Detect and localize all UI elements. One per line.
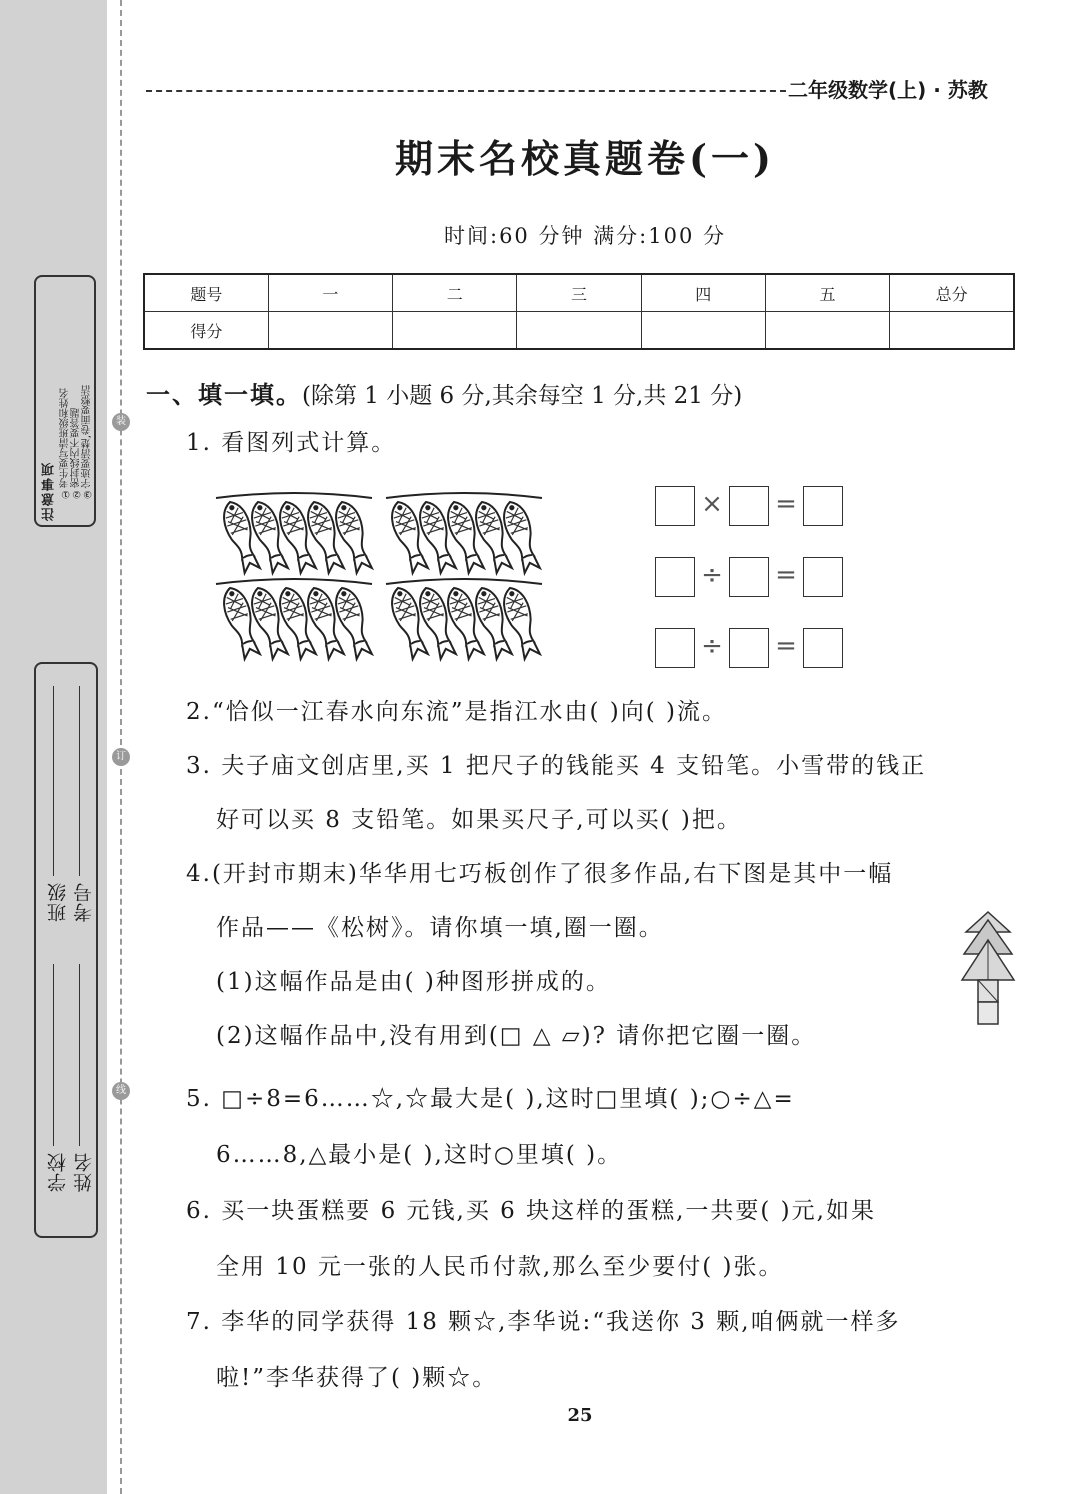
page-number: 25 (567, 1405, 593, 1426)
question-7-line-2: 啦!”李华获得了( )颗☆。 (216, 1365, 498, 1391)
pine-tree-tangram-image (960, 910, 1016, 1028)
score-table-header: 题号 (144, 274, 268, 312)
score-table-header: 二 (393, 274, 517, 312)
score-cell[interactable] (268, 312, 392, 350)
multiply-sign: × (701, 489, 723, 519)
answer-box[interactable] (655, 628, 695, 668)
name-label: 姓名 (73, 1152, 95, 1192)
fish-group-bottom-right (386, 579, 544, 660)
fish-group-top-right (386, 493, 544, 574)
binding-hole-icon: 线 (112, 1082, 130, 1100)
fish-strings-image (208, 488, 544, 664)
notice-title: 注意事项 (42, 461, 57, 521)
score-table-header: 三 (517, 274, 641, 312)
exam-info: 时间:60 分钟 满分:100 分 (444, 224, 726, 248)
score-table-header: 四 (641, 274, 765, 312)
score-cell[interactable] (393, 312, 517, 350)
notice-item: ②密封线内不要答题 (71, 408, 82, 499)
header-label: 二年级数学(上) · 苏教 (788, 78, 988, 102)
answer-box[interactable] (729, 557, 769, 597)
question-6-line-2: 全用 10 元一张的人民币付款,那么至少要付( )张。 (216, 1254, 784, 1280)
exam-number-field[interactable] (79, 686, 80, 876)
divide-sign: ÷ (701, 560, 723, 590)
notice-item: ③字迹要清楚,卷面要整洁 (82, 384, 93, 499)
fish-group-bottom-left (216, 579, 376, 660)
school-field[interactable] (53, 964, 54, 1146)
divide-sign: ÷ (701, 631, 723, 661)
score-table-header: 一 (268, 274, 392, 312)
score-cell[interactable] (890, 312, 1014, 350)
notice-box (34, 275, 96, 527)
answer-box[interactable] (729, 486, 769, 526)
fish-group-top-left (216, 493, 376, 574)
school-label: 学校 (47, 1152, 69, 1192)
question-7-line-1: 7. 李华的同学获得 18 颗☆,李华说:“我送你 3 颗,咱俩就一样多 (186, 1309, 901, 1335)
score-row-label: 得分 (144, 312, 268, 350)
equals-sign: = (775, 631, 797, 661)
equals-sign: = (775, 489, 797, 519)
name-field[interactable] (79, 964, 80, 1146)
answer-box[interactable] (655, 557, 695, 597)
notice-item: ①考生要写清班级和姓名 (60, 388, 71, 499)
question-4-line-2: 作品——《松树》。请你填一填,圈一圈。 (216, 915, 664, 941)
header-dash-line (146, 90, 786, 92)
section-title: 一、填一填。 (146, 381, 302, 409)
question-1: 1. 看图列式计算。 (186, 430, 397, 456)
score-table (143, 273, 1015, 350)
section-heading (146, 375, 742, 410)
answer-box[interactable] (729, 628, 769, 668)
question-2: 2.“恰似一江春水向东流”是指江水由( )向( )流。 (186, 699, 727, 725)
score-cell[interactable] (765, 312, 889, 350)
answer-box[interactable] (803, 557, 843, 597)
exam-number-label: 考号 (73, 882, 95, 922)
score-cell[interactable] (641, 312, 765, 350)
score-cell[interactable] (517, 312, 641, 350)
binding-hole-icon: 订 (112, 748, 130, 766)
student-info-box (34, 662, 98, 1238)
question-5-line-2: 6……8,△最小是( ),这时○里填( )。 (216, 1142, 623, 1168)
equals-sign: = (775, 560, 797, 590)
answer-box[interactable] (655, 486, 695, 526)
question-4-part-2: (2)这幅作品中,没有用到(□ △ ▱)? 请你把它圈一圈。 (216, 1023, 817, 1049)
answer-box[interactable] (803, 486, 843, 526)
question-4-part-1: (1)这幅作品是由( )种图形拼成的。 (216, 969, 611, 995)
class-label: 班级 (47, 882, 69, 922)
page-title: 期末名校真题卷(一) (395, 136, 775, 181)
section-note: (除第 1 小题 6 分,其余每空 1 分,共 21 分) (302, 383, 743, 409)
score-table-header: 五 (765, 274, 889, 312)
question-6-line-1: 6. 买一块蛋糕要 6 元钱,买 6 块这样的蛋糕,一共要( )元,如果 (186, 1198, 876, 1224)
answer-box[interactable] (803, 628, 843, 668)
question-5-line-1: 5. □÷8=6……☆,☆最大是( ),这时□里填( );○÷△= (186, 1086, 795, 1112)
score-table-header: 总分 (890, 274, 1014, 312)
question-4-line-1: 4.(开封市期末)华华用七巧板创作了很多作品,右下图是其中一幅 (186, 861, 894, 887)
class-field[interactable] (53, 686, 54, 876)
question-3-line-2: 好可以买 8 支铅笔。如果买尺子,可以买( )把。 (216, 807, 742, 833)
question-3-line-1: 3. 夫子庙文创店里,买 1 把尺子的钱能买 4 支铅笔。小雪带的钱正 (186, 753, 927, 779)
binding-hole-icon: 装 (112, 413, 130, 431)
